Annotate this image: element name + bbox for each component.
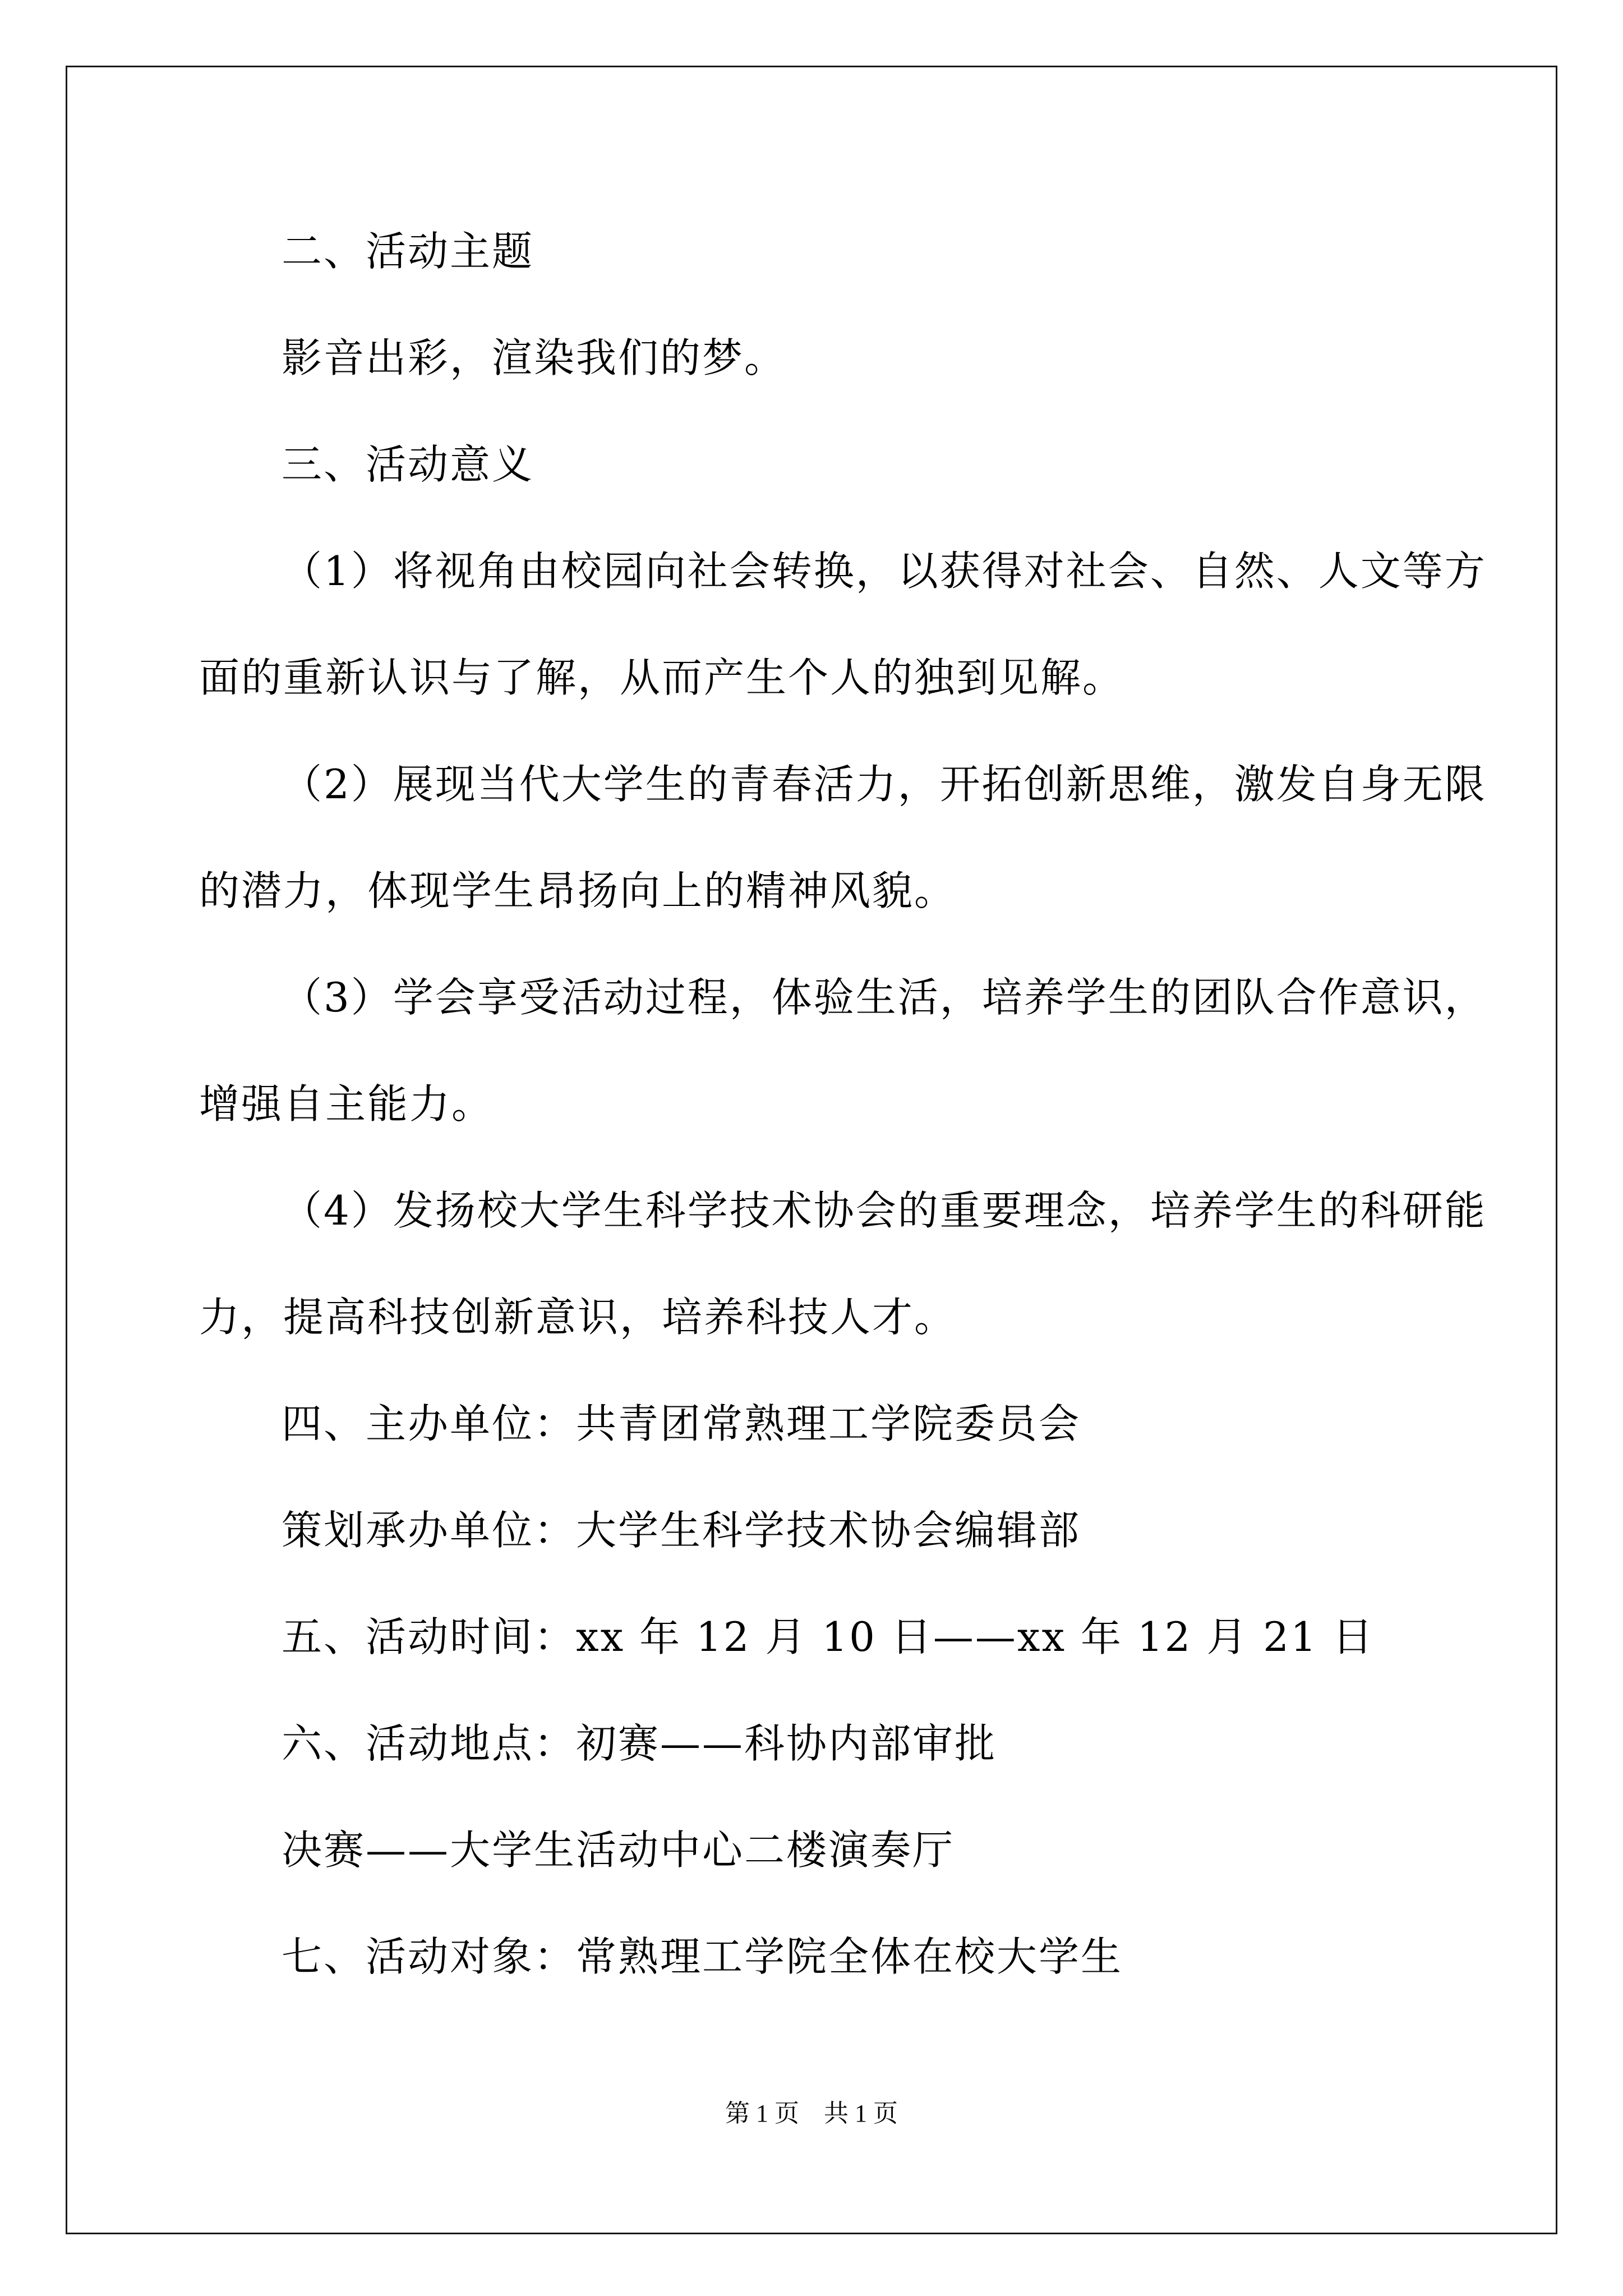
location-line-2: 决赛——大学生活动中心二楼演奏厅 xyxy=(282,1826,955,1874)
significance-item-2-line-1: （2）展现当代大学生的青春活力，开拓创新思维，激发自身无限 xyxy=(282,761,1487,808)
significance-item-4-line-2: 力，提高科技创新意识，培养科技人才。 xyxy=(199,1294,957,1341)
significance-item-1-line-2: 面的重新认识与了解，从而产生个人的独到见解。 xyxy=(199,654,1125,701)
significance-item-3-line-1: （3）学会享受活动过程，体验生活，培养学生的团队合作意识， xyxy=(282,974,1487,1021)
section-heading-theme: 二、活动主题 xyxy=(282,228,534,275)
planner-line: 策划承办单位：大学生科学技术协会编辑部 xyxy=(282,1507,1081,1554)
time-line: 五、活动时间：xx 年 12 月 10 日——xx 年 12 月 21 日 xyxy=(282,1613,1375,1660)
location-line-1: 六、活动地点：初赛——科协内部审批 xyxy=(282,1720,997,1767)
organizer-line: 四、主办单位：共青团常熟理工学院委员会 xyxy=(282,1400,1081,1447)
significance-item-1-line-1: （1）将视角由校园向社会转换，以获得对社会、自然、人文等方 xyxy=(282,547,1487,595)
page-footer: 第 1 页 共 1 页 xyxy=(725,2100,898,2127)
significance-item-3-line-2: 增强自主能力。 xyxy=(199,1080,494,1128)
page-border xyxy=(66,66,1557,2234)
audience-line: 七、活动对象：常熟理工学院全体在校大学生 xyxy=(282,1933,1123,1980)
significance-item-2-line-2: 的潜力，体现学生昂扬向上的精神风貌。 xyxy=(199,867,957,914)
section-heading-significance: 三、活动意义 xyxy=(282,441,534,488)
theme-text: 影音出彩，渲染我们的梦。 xyxy=(282,334,787,381)
significance-item-4-line-1: （4）发扬校大学生科学技术协会的重要理念，培养学生的科研能 xyxy=(282,1187,1487,1234)
